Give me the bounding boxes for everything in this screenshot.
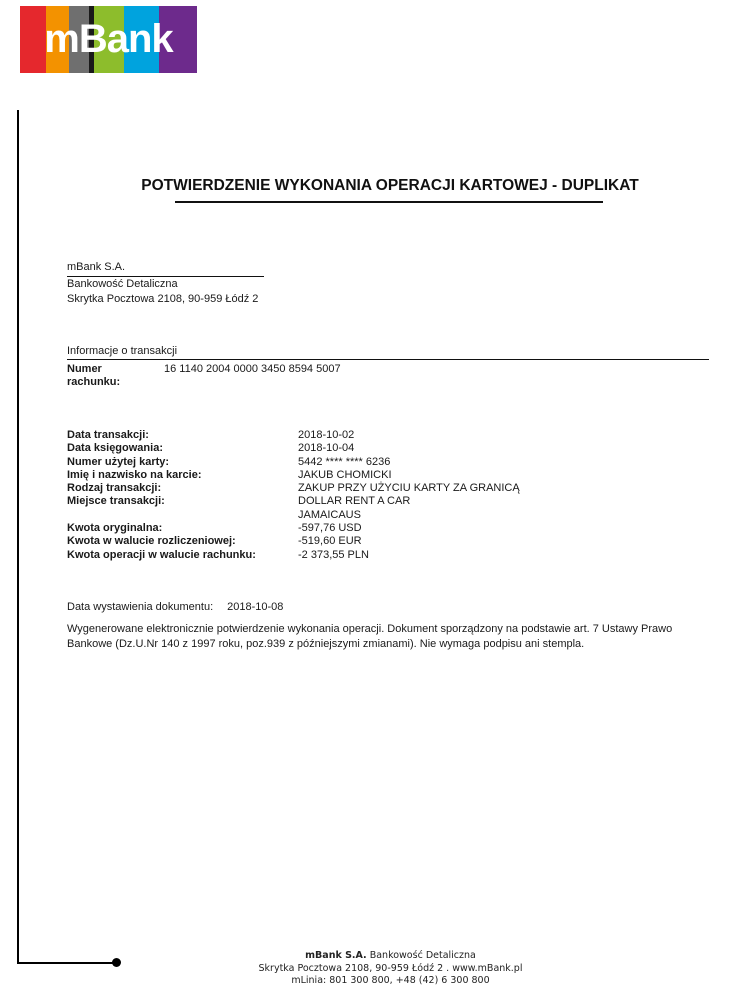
left-margin-rule — [17, 110, 19, 964]
detail-value: -597,76 USD — [298, 522, 362, 535]
detail-value: 2018-10-02 — [298, 429, 355, 441]
detail-row — [67, 509, 520, 522]
detail-label: Miejsce transakcji: — [67, 495, 165, 508]
detail-value: -519,60 EUR — [298, 535, 362, 548]
detail-label: Data transakcji: — [67, 429, 149, 441]
detail-value: 2018-10-04 — [298, 442, 355, 455]
detail-value: ZAKUP PRZY UŻYCIU KARTY ZA GRANICĄ — [298, 482, 520, 495]
detail-label: Imię i nazwisko na karcie: — [67, 468, 202, 481]
detail-row — [67, 535, 520, 548]
detail-label: Kwota operacji w walucie rachunku: — [67, 548, 256, 561]
bank-address: Skrytka Pocztowa 2108, 90-959 Łódź 2 — [67, 293, 259, 305]
footer-company: mBank S.A. — [305, 950, 367, 961]
bank-department: Bankowość Detaliczna — [67, 278, 178, 290]
title-underline — [175, 201, 603, 203]
detail-row — [67, 469, 520, 482]
mbank-logo — [20, 6, 197, 73]
transaction-info-rule — [67, 359, 709, 360]
issue-date-label: Data wystawienia dokumentu: — [67, 601, 214, 613]
detail-label: Numer użytej karty: — [67, 455, 170, 468]
detail-value: 5442 **** **** 6236 — [298, 455, 391, 468]
transaction-info-header: Informacje o transakcji — [67, 345, 178, 357]
detail-row — [67, 522, 520, 535]
issue-date-value: 2018-10-08 — [227, 601, 284, 613]
footer-contact: mLinia: 801 300 800, +48 (42) 6 300 800 — [291, 975, 490, 986]
footer-line-1 — [0, 950, 741, 963]
footer-address: Skrytka Pocztowa 2108, 90-959 Łódź 2 . www.mBank.pl — [258, 962, 523, 974]
transaction-details — [67, 429, 520, 562]
detail-label: Kwota w walucie rozliczeniowej: — [67, 535, 236, 548]
detail-row — [67, 442, 520, 455]
bank-name-underline — [67, 276, 264, 277]
page-footer — [0, 950, 741, 988]
detail-label: Kwota oryginalna: — [67, 522, 163, 535]
legal-note: Wygenerowane elektronicznie potwierdzenie wykonania operacji. Dokument sporządzony na podstawie art. 7 Ustawy Prawo Bankowe (Dz.U.Nr 140 z 1997 roku, poz.939 z późniejszymi zmianami). Nie wymaga podpisu ani stempla. — [67, 623, 673, 650]
detail-row — [67, 456, 520, 469]
document-title: POTWIERDZENIE WYKONANIA OPERACJI KARTOWEJ - DUPLIKAT — [141, 177, 639, 194]
detail-value: DOLLAR RENT A CAR — [298, 495, 411, 508]
detail-value: -2 373,55 PLN — [298, 548, 369, 561]
detail-row — [67, 495, 520, 508]
bank-address-block — [67, 260, 258, 307]
account-number-label: Numer rachunku: — [67, 363, 121, 388]
detail-value: JAMAICAUS — [298, 508, 361, 521]
detail-label: Data księgowania: — [67, 442, 163, 455]
detail-row — [67, 429, 520, 442]
bank-name: mBank S.A. — [67, 261, 126, 273]
detail-value: JAKUB CHOMICKI — [298, 468, 392, 481]
issue-date — [67, 601, 283, 613]
account-number-value: 16 1140 2004 0000 3450 8594 5007 — [164, 363, 341, 375]
detail-label — [67, 509, 298, 522]
footer-department: Bankowość Detaliczna — [369, 950, 476, 961]
detail-row — [67, 549, 520, 562]
logo-text: mBank — [44, 17, 173, 61]
detail-label: Rodzaj transakcji: — [67, 482, 162, 495]
detail-row — [67, 482, 520, 495]
